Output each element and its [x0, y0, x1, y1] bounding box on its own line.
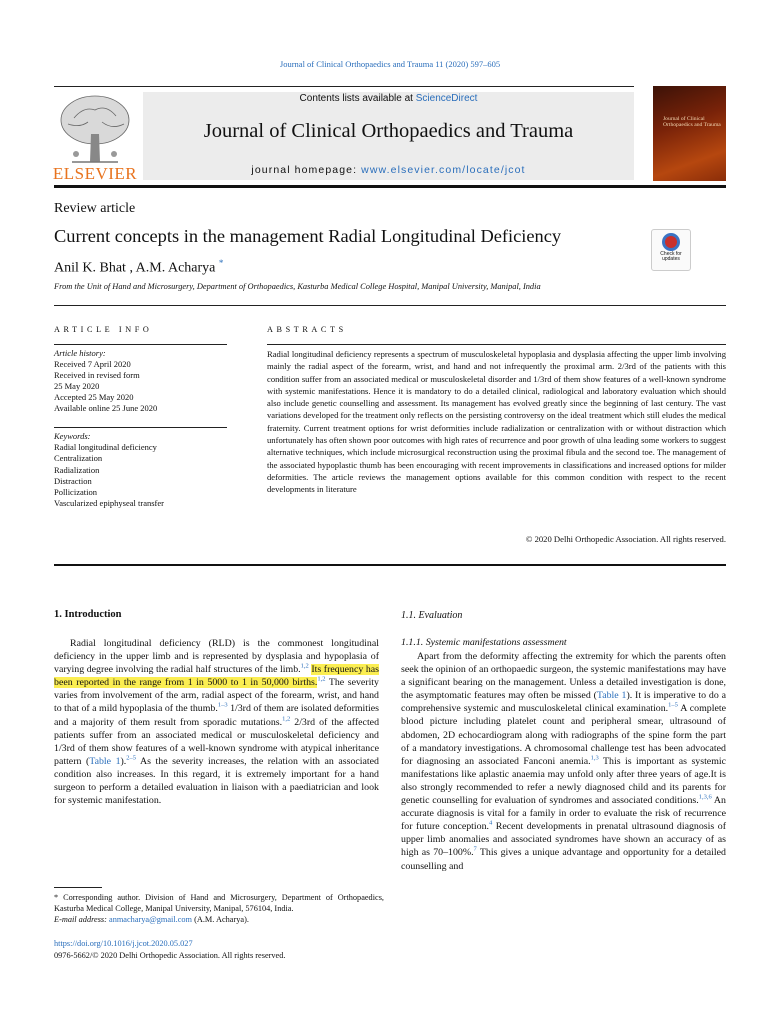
email-suffix: (A.M. Acharya).	[194, 915, 249, 924]
contents-line	[143, 93, 634, 104]
author-list	[54, 258, 223, 277]
citation-ref[interactable]: 4	[488, 819, 493, 827]
introduction-paragraph	[54, 637, 379, 807]
citation-ref[interactable]: 1,2	[282, 715, 291, 723]
header-bottom-rule	[54, 185, 726, 188]
intro-text: 2/3rd of the affected patients suffer from an associated medical or musculoskeletal deficiency and 1/3rd of them show features of a well-known syndrome with atypical inheritance pattern (	[54, 716, 380, 767]
footnote-text: * Corresponding author. Division of Hand and Microsurgery, Department of Orthopaedics, Kasturba Medical College, Manipal University, Manipal, 576104, India.	[54, 893, 384, 913]
authors: Anil K. Bhat , A.M. Acharya	[54, 260, 216, 276]
eval-text: Apart from the deformity affecting the extremity for which the parents often seek the opinion of an orthopaedic surgeon, the systemic manifestations may have a significant bearing on the management. Unless a detailed investigation is done, the asymptomatic features may often be missed (	[401, 651, 726, 702]
history-item: Accepted 25 May 2020	[54, 392, 134, 402]
intro-text: The severity varies from involvement of the arm, radial aspect of the forearm, wrist, and hand to that of a mild hypoplasia of the thumb.	[54, 677, 379, 715]
history-item: Available online 25 June 2020	[54, 403, 158, 413]
evaluation-column	[401, 650, 726, 873]
abstract-heading: ABSTRACTS	[267, 325, 347, 334]
doi-link[interactable]: https://doi.org/10.1016/j.jcot.2020.05.027	[54, 939, 193, 948]
intro-text: 1/3rd of them are isolated deformities and a majority of them result from sporadic mutations.	[54, 703, 380, 728]
body-top-rule	[54, 564, 726, 566]
elsevier-wordmark: ELSEVIER	[52, 164, 138, 183]
issn-copyright: 0976-5662/© 2020 Delhi Orthopedic Association. All rights reserved.	[54, 950, 286, 960]
subsection-heading-systemic: 1.1.1. Systemic manifestations assessment	[401, 637, 567, 648]
table-link[interactable]: Table 1	[89, 755, 121, 767]
article-title: Current concepts in the management Radial Longitudinal Deficiency	[54, 226, 562, 246]
history-item: 25 May 2020	[54, 381, 100, 391]
keywords	[54, 431, 164, 509]
info-top-rule	[54, 305, 726, 306]
intro-text: ).	[120, 755, 127, 767]
sciencedirect-link[interactable]: ScienceDirect	[415, 93, 478, 104]
article-history	[54, 348, 157, 414]
abstract-copyright: © 2020 Delhi Orthopedic Association. All rights reserved.	[525, 534, 726, 544]
cover-title: Journal of Clinical Orthopaedics and Trauma	[663, 116, 721, 129]
citation-ref[interactable]: 1,3	[590, 754, 599, 762]
keywords-label: Keywords:	[54, 431, 91, 441]
doi-block	[54, 938, 285, 961]
keyword: Centralization	[54, 453, 103, 464]
article-info-heading: ARTICLE INFO	[54, 325, 153, 334]
journal-title: Journal of Clinical Orthopaedics and Trauma	[203, 120, 574, 142]
introduction-column	[54, 637, 379, 807]
eval-text: Recent developments in prenatal ultrasound diagnosis of upper limb anomalies and associated syndromes have shown an accuracy of as high as 70–100%.	[401, 821, 727, 859]
citation-ref[interactable]: 1,3,6	[698, 793, 712, 801]
corresponding-author-footnote	[54, 892, 384, 925]
keyword: Radialization	[54, 464, 100, 475]
corresponding-author-mark[interactable]: *	[218, 258, 224, 268]
section-heading-evaluation: 1.1. Evaluation	[401, 610, 463, 621]
eval-text: ). It is imperative to do a comprehensive systemic and musculoskeletal clinical examination.	[401, 690, 726, 715]
header-top-rule	[54, 86, 634, 87]
keywords-rule	[54, 427, 227, 428]
homepage-prefix: journal homepage:	[251, 164, 358, 176]
affiliation: From the Unit of Hand and Microsurgery, Department of Orthopaedics, Kasturba Medical College Hospital, Manipal University, Manipal, India	[54, 282, 541, 291]
keyword: Distraction	[54, 475, 92, 486]
section-heading-introduction: 1. Introduction	[54, 609, 122, 620]
abstract-rule	[267, 344, 726, 345]
citation-ref[interactable]: 1–3	[217, 702, 228, 710]
history-label: Article history:	[54, 348, 106, 358]
eval-text: This is important as systemic manifestations like aplastic anaemia may unfold only after three years of age.It is also strongly recommended to refer a newly diagnosed child and its parents for genetic counselling for evaluation of syndromes and associated conditions.	[401, 755, 727, 807]
journal-homepage	[143, 164, 634, 176]
eval-text: An accurate diagnosis is vital for a family in order to evaluate the risk of recurrence for future conception.	[401, 795, 726, 833]
citation-ref[interactable]: 1,2	[300, 662, 309, 670]
intro-text: As the severity increases, the relation with an associated condition also increases. In this regard, it is extremely important for a hand surgeon to perform a detailed evaluation in liaison with a paediatrician and look for systemic manifestation.	[54, 755, 379, 807]
citation-ref[interactable]: 2–5	[126, 754, 137, 762]
history-item: Received 7 April 2020	[54, 359, 131, 369]
email-link[interactable]: anmacharya@gmail.com	[109, 915, 192, 924]
check-updates-icon	[662, 233, 680, 251]
contents-prefix: Contents lists available at	[299, 93, 413, 104]
abstract-text: Radial longitudinal deficiency represents a spectrum of musculoskeletal hypoplasia and dysplasia affecting the upper limb involving mainly the radial aspect of the forearm, wrist, and hand and not infrequently the proximal arm. 2/3rd of the patients with this condition suffer from an associated medical or musculoskeletal disorder and 1/3rd of them show features of a well-known syndrome with systemic manifestations. Hence it is mandatory to do a detailed clinical, radiological and laboratory evaluation which should also include genetic counselling and assessment. Its management has evolved greatly since the beginning of last century. The vast variations developed for the treatment only reflects on the persisting controversy on the ideal treatment which still eludes the medical fraternity. Current treatment options for wrist deformities include radialization or centralization with or without distraction which unfortunately has often shown poor outcomes with high rates of recurrence and poor growth of ulna leading some workers to suggest alternative techniques, which include microsurgical reconstruction using the proximal fibula and the second toe. The management of the associated hypoplastic thumb has been encouraging with recent improvements in classifications and increased options for milder deformities. The article reviews the management options available for this common condition with respect to the recent developments in literature	[267, 349, 726, 495]
journal-citation[interactable]: Journal of Clinical Orthopaedics and Trauma 11 (2020) 597–605	[279, 59, 501, 69]
citation-ref[interactable]: 1,2	[317, 675, 326, 683]
keyword: Vascularized epiphyseal transfer	[54, 498, 164, 509]
journal-cover-image	[653, 86, 726, 181]
table-link[interactable]: Table 1	[596, 690, 627, 702]
intro-text: Radial longitudinal deficiency (RLD) is the commonest longitudinal deficiency in the upper limb and is represented by dysplasia and hypoplasia of varying degree involving the radial half structures of the limb.	[54, 638, 379, 676]
evaluation-paragraph	[401, 650, 726, 873]
article-type: Review article	[54, 201, 136, 216]
check-for-updates-button[interactable]	[651, 229, 691, 271]
citation-ref[interactable]: 7	[473, 846, 477, 854]
homepage-link[interactable]: www.elsevier.com/locate/jcot	[361, 164, 526, 176]
info-rule	[54, 344, 227, 345]
check-updates-label: Check for updates	[660, 251, 682, 263]
citation-ref[interactable]: 1–5	[668, 702, 678, 710]
highlighted-text: Its frequency has been reported in the range from 1 in 5000 to 1 in 50,000 births.	[54, 664, 380, 689]
eval-text: A complete blood picture including platelet count and peripheral smear, ultrasound of abdomen, 2D echocardiogram along with radiographs of the spine form the part of a mandatory investigations. A chromosomal challenge test has been advocated for diagnosing an associated Fanconi anemia.	[401, 703, 726, 767]
history-item: Received in revised form	[54, 370, 140, 380]
eval-text: This gives a unique advantage and opportunity for a detailed counselling and	[401, 847, 726, 872]
keyword: Radial longitudinal deficiency	[54, 442, 157, 453]
email-label: E-mail address:	[54, 915, 107, 924]
keyword: Pollicization	[54, 487, 97, 498]
footnote-rule	[54, 887, 102, 888]
